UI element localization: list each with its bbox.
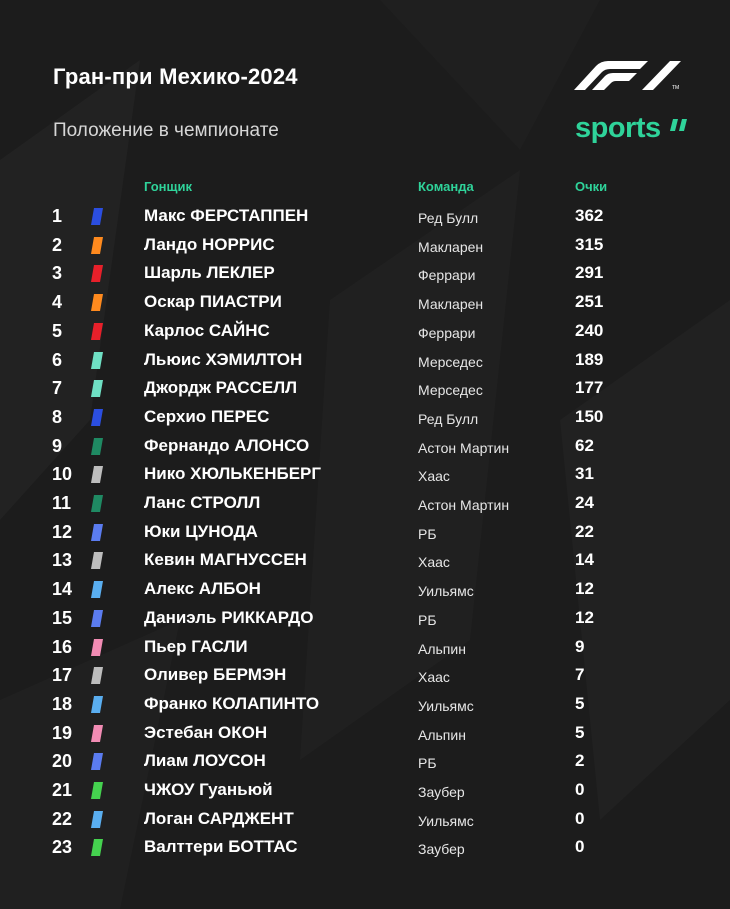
team-name: Уильямс bbox=[418, 698, 474, 714]
team-color-marker bbox=[91, 323, 103, 340]
points-value: 189 bbox=[575, 350, 604, 369]
team-name: Уильямс bbox=[418, 583, 474, 599]
points-value: 177 bbox=[575, 378, 604, 397]
team-name: Альпин bbox=[418, 641, 466, 657]
driver-name: Логан САРДЖЕНТ bbox=[144, 809, 294, 828]
points-value: 362 bbox=[575, 206, 604, 225]
table-row bbox=[0, 321, 730, 349]
team-color-marker bbox=[91, 610, 103, 627]
team-color-marker bbox=[91, 237, 103, 254]
position-number: 8 bbox=[52, 407, 63, 427]
table-row bbox=[0, 522, 730, 550]
team-name: Феррари bbox=[418, 325, 476, 341]
team-name: Альпин bbox=[418, 727, 466, 743]
driver-name: Юки ЦУНОДА bbox=[144, 522, 258, 541]
position-number: 1 bbox=[52, 206, 63, 226]
team-name: РБ bbox=[418, 612, 437, 628]
svg-text:TM: TM bbox=[672, 85, 680, 90]
driver-name: ЧЖОУ Гуаньюй bbox=[144, 780, 273, 799]
driver-name: Нико ХЮЛЬКЕНБЕРГ bbox=[144, 464, 322, 483]
table-row bbox=[0, 579, 730, 607]
position-number: 22 bbox=[52, 809, 73, 829]
table-row bbox=[0, 837, 730, 865]
position-number: 16 bbox=[52, 637, 73, 657]
position-number: 7 bbox=[52, 378, 63, 398]
table-row bbox=[0, 206, 730, 234]
position-number: 3 bbox=[52, 263, 63, 283]
team-color-marker bbox=[91, 466, 103, 483]
points-value: 7 bbox=[575, 665, 585, 684]
points-value: 9 bbox=[575, 637, 585, 656]
position-number: 23 bbox=[52, 837, 73, 857]
driver-name: Джордж РАССЕЛЛ bbox=[144, 378, 298, 397]
team-color-marker bbox=[91, 352, 103, 369]
driver-name: Фернандо АЛОНСО bbox=[144, 436, 310, 455]
points-value: 315 bbox=[575, 235, 604, 254]
position-number: 13 bbox=[52, 550, 73, 570]
sports-accent-icon bbox=[670, 119, 688, 131]
team-color-marker bbox=[91, 524, 103, 541]
team-color-marker bbox=[91, 639, 103, 656]
team-color-marker bbox=[91, 294, 103, 311]
points-value: 0 bbox=[575, 780, 585, 799]
team-name: Заубер bbox=[418, 841, 465, 857]
position-number: 14 bbox=[52, 579, 73, 599]
team-color-marker bbox=[91, 552, 103, 569]
team-color-marker bbox=[91, 839, 103, 856]
table-row bbox=[0, 235, 730, 263]
table-row bbox=[0, 751, 730, 779]
position-number: 9 bbox=[52, 436, 63, 456]
team-name: РБ bbox=[418, 755, 437, 771]
team-color-marker bbox=[91, 581, 103, 598]
team-color-marker bbox=[91, 265, 103, 282]
team-name: Заубер bbox=[418, 784, 465, 800]
sports-logo: sports bbox=[575, 112, 661, 144]
points-value: 31 bbox=[575, 464, 594, 483]
driver-name: Ланс СТРОЛЛ bbox=[144, 493, 261, 512]
position-number: 18 bbox=[52, 694, 73, 714]
position-number: 10 bbox=[52, 464, 73, 484]
team-color-marker bbox=[91, 208, 103, 225]
points-value: 5 bbox=[575, 723, 585, 742]
points-value: 251 bbox=[575, 292, 604, 311]
table-row bbox=[0, 292, 730, 320]
team-name: Ред Булл bbox=[418, 210, 479, 226]
position-number: 17 bbox=[52, 665, 73, 685]
team-name: Ред Булл bbox=[418, 411, 479, 427]
position-number: 20 bbox=[52, 751, 73, 771]
table-row bbox=[0, 723, 730, 751]
driver-name: Шарль ЛЕКЛЕР bbox=[144, 263, 275, 282]
page-subtitle: Положение в чемпионате bbox=[53, 120, 279, 141]
driver-name: Льюис ХЭМИЛТОН bbox=[144, 350, 303, 369]
points-value: 2 bbox=[575, 751, 585, 770]
driver-name: Кевин МАГНУССЕН bbox=[144, 550, 307, 569]
team-color-marker bbox=[91, 696, 103, 713]
driver-name: Лиам ЛОУСОН bbox=[144, 751, 266, 770]
driver-name: Валттери БОТТАС bbox=[144, 837, 298, 856]
table-row bbox=[0, 694, 730, 722]
table-row bbox=[0, 780, 730, 808]
team-color-marker bbox=[91, 495, 103, 512]
position-number: 15 bbox=[52, 608, 73, 628]
driver-name: Оливер БЕРМЭН bbox=[144, 665, 287, 684]
points-value: 14 bbox=[575, 550, 594, 569]
column-header-driver: Гонщик bbox=[144, 179, 192, 194]
table-row bbox=[0, 407, 730, 435]
position-number: 5 bbox=[52, 321, 63, 341]
team-name: Уильямс bbox=[418, 813, 474, 829]
f1-logo bbox=[574, 60, 682, 90]
team-name: Макларен bbox=[418, 296, 484, 312]
team-color-marker bbox=[91, 380, 103, 397]
points-value: 22 bbox=[575, 522, 594, 541]
team-color-marker bbox=[91, 811, 103, 828]
table-row bbox=[0, 665, 730, 693]
driver-name: Франко КОЛАПИНТО bbox=[144, 694, 320, 713]
column-header-team: Команда bbox=[418, 179, 474, 194]
team-color-marker bbox=[91, 725, 103, 742]
position-number: 12 bbox=[52, 522, 73, 542]
position-number: 21 bbox=[52, 780, 73, 800]
table-row bbox=[0, 378, 730, 406]
team-name: Макларен bbox=[418, 239, 484, 255]
team-name: Мерседес bbox=[418, 382, 483, 398]
team-name: Хаас bbox=[418, 669, 450, 685]
position-number: 11 bbox=[52, 493, 72, 513]
team-name: Феррари bbox=[418, 267, 476, 283]
points-value: 240 bbox=[575, 321, 604, 340]
team-name: Астон Мартин bbox=[418, 497, 510, 513]
points-value: 62 bbox=[575, 436, 594, 455]
position-number: 19 bbox=[52, 723, 73, 743]
team-color-marker bbox=[91, 753, 103, 770]
points-value: 0 bbox=[575, 809, 585, 828]
driver-name: Эстебан ОКОН bbox=[144, 723, 268, 742]
table-row bbox=[0, 464, 730, 492]
driver-name: Оскар ПИАСТРИ bbox=[144, 292, 282, 311]
team-color-marker bbox=[91, 667, 103, 684]
driver-name: Алекс АЛБОН bbox=[144, 579, 261, 598]
points-value: 291 bbox=[575, 263, 604, 282]
points-value: 150 bbox=[575, 407, 604, 426]
table-row bbox=[0, 350, 730, 378]
table-row bbox=[0, 436, 730, 464]
driver-name: Карлос САЙНС bbox=[144, 321, 270, 340]
driver-name: Пьер ГАСЛИ bbox=[144, 637, 248, 656]
points-value: 12 bbox=[575, 608, 594, 627]
team-color-marker bbox=[91, 409, 103, 426]
team-color-marker bbox=[91, 438, 103, 455]
table-row bbox=[0, 493, 730, 521]
driver-name: Серхио ПЕРЕС bbox=[144, 407, 270, 426]
team-name: Хаас bbox=[418, 468, 450, 484]
team-name: РБ bbox=[418, 526, 437, 542]
team-color-marker bbox=[91, 782, 103, 799]
position-number: 4 bbox=[52, 292, 63, 312]
driver-name: Ландо НОРРИС bbox=[144, 235, 275, 254]
table-row bbox=[0, 550, 730, 578]
column-header-points: Очки bbox=[575, 179, 608, 194]
position-number: 2 bbox=[52, 235, 63, 255]
driver-name: Макс ФЕРСТАППЕН bbox=[144, 206, 309, 225]
table-row bbox=[0, 809, 730, 837]
page-title: Гран-при Мехико-2024 bbox=[53, 64, 298, 89]
points-value: 12 bbox=[575, 579, 594, 598]
points-value: 5 bbox=[575, 694, 585, 713]
team-name: Хаас bbox=[418, 554, 450, 570]
team-name: Астон Мартин bbox=[418, 440, 510, 456]
points-value: 24 bbox=[575, 493, 594, 512]
table-row bbox=[0, 637, 730, 665]
team-name: Мерседес bbox=[418, 354, 483, 370]
table-row bbox=[0, 608, 730, 636]
position-number: 6 bbox=[52, 350, 63, 370]
points-value: 0 bbox=[575, 837, 585, 856]
driver-name: Даниэль РИККАРДО bbox=[144, 608, 314, 627]
table-row bbox=[0, 263, 730, 291]
